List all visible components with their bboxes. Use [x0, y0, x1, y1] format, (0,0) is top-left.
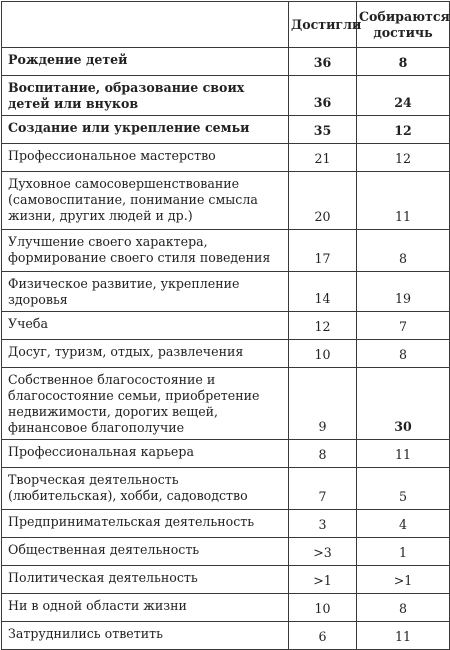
- row-category: Воспитание, образование своих детей или внуков: [2, 76, 289, 116]
- row-achieved: 8: [289, 440, 357, 468]
- row-category: Затруднились ответить: [2, 622, 289, 650]
- row-achieved: 36: [289, 76, 357, 116]
- row-achieved: 3: [289, 510, 357, 538]
- table-row: [2, 440, 450, 468]
- header-achieved: Достигли: [289, 2, 357, 48]
- row-achieved: >1: [289, 566, 357, 594]
- table-row: [2, 510, 450, 538]
- row-category: Рождение детей: [2, 48, 289, 76]
- row-plan: 12: [357, 144, 450, 172]
- row-plan: 11: [357, 440, 450, 468]
- row-plan: 4: [357, 510, 450, 538]
- row-plan: 5: [357, 468, 450, 510]
- row-plan: 11: [357, 622, 450, 650]
- row-plan: 1: [357, 538, 450, 566]
- table-header-row: [2, 2, 450, 48]
- table-row: [2, 272, 450, 312]
- row-category: Собственное благосостояние и благосостояние семьи, приобретение недвижимости, дорогих вещей, финансовое благополучие: [2, 368, 289, 440]
- row-achieved: 12: [289, 312, 357, 340]
- row-plan: 8: [357, 48, 450, 76]
- row-category: Профессиональная карьера: [2, 440, 289, 468]
- row-plan: 12: [357, 116, 450, 144]
- row-category: Творческая деятельность (любительская), хобби, садоводство: [2, 468, 289, 510]
- table-row: [2, 594, 450, 622]
- survey-table: [1, 1, 450, 650]
- row-achieved: 35: [289, 116, 357, 144]
- row-plan: 24: [357, 76, 450, 116]
- row-achieved: 6: [289, 622, 357, 650]
- row-achieved: >3: [289, 538, 357, 566]
- row-plan: 19: [357, 272, 450, 312]
- table-row: [2, 48, 450, 76]
- table-row: [2, 368, 450, 440]
- row-achieved: 10: [289, 594, 357, 622]
- row-category: Общественная деятельность: [2, 538, 289, 566]
- table-row: [2, 76, 450, 116]
- row-plan: >1: [357, 566, 450, 594]
- table-row: [2, 468, 450, 510]
- row-achieved: 20: [289, 172, 357, 230]
- row-achieved: 21: [289, 144, 357, 172]
- table-row: [2, 144, 450, 172]
- row-plan: 30: [357, 368, 450, 440]
- row-category: Досуг, туризм, отдых, развлечения: [2, 340, 289, 368]
- row-category: Учеба: [2, 312, 289, 340]
- row-category: Ни в одной области жизни: [2, 594, 289, 622]
- row-achieved: 9: [289, 368, 357, 440]
- row-category: Физическое развитие, укрепление здоровья: [2, 272, 289, 312]
- row-category: Предпринимательская деятельность: [2, 510, 289, 538]
- table-row: [2, 172, 450, 230]
- row-achieved: 10: [289, 340, 357, 368]
- table-row: [2, 312, 450, 340]
- table-row: [2, 538, 450, 566]
- row-plan: 8: [357, 594, 450, 622]
- row-achieved: 36: [289, 48, 357, 76]
- table-row: [2, 566, 450, 594]
- row-category: Создание или укрепление семьи: [2, 116, 289, 144]
- row-achieved: 7: [289, 468, 357, 510]
- row-achieved: 17: [289, 230, 357, 272]
- row-category: Улучшение своего характера, формирование своего стиля поведения: [2, 230, 289, 272]
- table-row: [2, 116, 450, 144]
- table-body: [2, 48, 450, 650]
- header-plan: Собираются достичь: [357, 2, 450, 48]
- row-plan: 7: [357, 312, 450, 340]
- table-row: [2, 340, 450, 368]
- row-achieved: 14: [289, 272, 357, 312]
- row-plan: 8: [357, 230, 450, 272]
- row-category: Духовное самосовершенствование (самовоспитание, понимание смысла жизни, других людей и др.): [2, 172, 289, 230]
- table-row: [2, 230, 450, 272]
- header-category: [2, 2, 289, 48]
- row-plan: 8: [357, 340, 450, 368]
- row-category: Профессиональное мастерство: [2, 144, 289, 172]
- row-plan: 11: [357, 172, 450, 230]
- row-category: Политическая деятельность: [2, 566, 289, 594]
